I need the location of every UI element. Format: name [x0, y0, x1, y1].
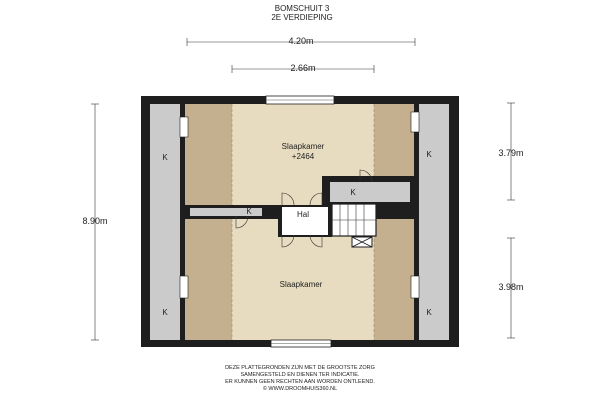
disclaimer-line-2: SAMENGESTELD EN DIENEN TER INDICATIE.: [240, 372, 360, 378]
dimension-lower-depth: [498, 238, 523, 338]
disclaimer-line-4: © WWW.DROOMHUIS360.NL: [262, 386, 338, 392]
knee-wall-right: [414, 104, 419, 340]
room-label-bedroom-top: Slaapkamer: [281, 142, 325, 151]
window-top: [266, 96, 334, 104]
dimension-upper-depth-label: 3.79m: [498, 148, 524, 158]
attic-right: [419, 104, 449, 340]
dimension-total-width-label: 4.20m: [288, 36, 314, 46]
room-label-bedroom-bottom: Slaapkamer: [279, 280, 323, 289]
dimension-total-depth: [82, 104, 107, 340]
knee-wall-left: [180, 104, 185, 340]
closet-center-right: [330, 182, 410, 202]
attic-left: [150, 104, 180, 340]
storage-label-bottom-right: K: [426, 308, 432, 317]
dimension-lower-depth-label: 3.98m: [498, 282, 524, 292]
dimension-inner-width-label: 2.66m: [290, 63, 316, 73]
dimension-total-width: [187, 36, 415, 46]
stairs: [332, 204, 376, 236]
address-title: BOMSCHUIT 3: [274, 4, 330, 13]
disclaimer-line-1: DEZE PLATTEGRONDEN ZIJN MET DE GROOTSTE ZORG: [225, 365, 375, 371]
storage-label-top-right: K: [426, 150, 432, 159]
room-height-bedroom-top: +2464: [291, 152, 315, 161]
dimension-total-depth-label: 8.90m: [82, 216, 108, 226]
storage-label-bottom-left: K: [162, 308, 168, 317]
dimension-inner-width: [232, 63, 374, 73]
storage-label-top-left: K: [162, 153, 168, 162]
storage-label-center-left: K: [246, 207, 252, 216]
floor-title: 2E VERDIEPING: [271, 13, 333, 22]
storage-label-center-right: K: [350, 188, 356, 197]
stair-void-marker: [352, 237, 372, 247]
room-label-hall: Hal: [296, 210, 310, 219]
dimension-upper-depth: [498, 103, 523, 200]
disclaimer-line-3: ER KUNNEN GEEN RECHTEN AAN WORDEN ONTLEEND.: [225, 379, 375, 385]
window-bottom: [271, 340, 331, 347]
